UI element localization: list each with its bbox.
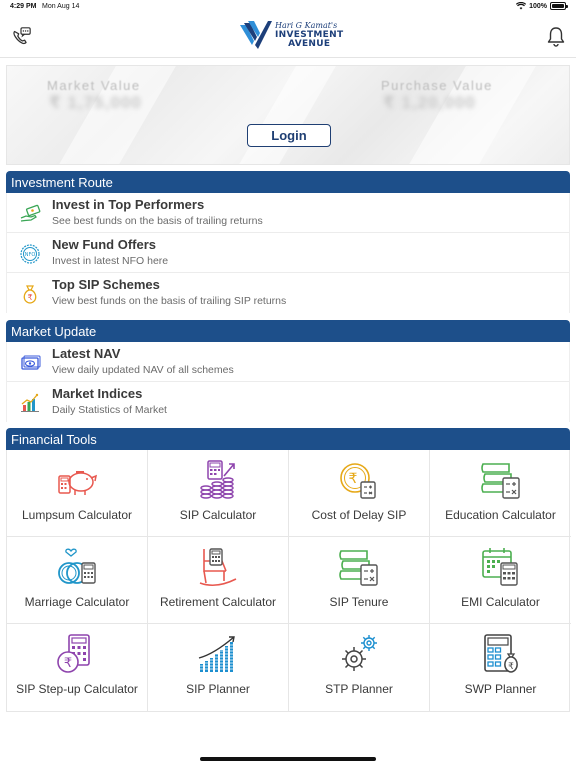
- svg-text:₹: ₹: [27, 293, 33, 302]
- list-item-subtitle: View best funds on the basis of trailing SIP returns: [52, 295, 287, 307]
- logo-mark-icon: [238, 19, 272, 51]
- investment-route-header: Investment Route: [6, 171, 570, 193]
- status-bar: [0, 0, 576, 14]
- logo-tagline: Hari G Kamat's: [275, 20, 338, 30]
- tool-label: EMI Calculator: [461, 595, 540, 609]
- purchase-value-label: Purchase Value: [381, 78, 493, 93]
- purchase-value-amount: ₹ 1,20,000: [383, 93, 476, 112]
- market-value-amount: ₹ 1,75,000: [49, 93, 142, 112]
- books-calculator-icon: [479, 458, 523, 502]
- growth-chart-icon: [196, 632, 240, 676]
- svg-text:NFO: NFO: [24, 252, 36, 258]
- tool-cost-of-delay-sip[interactable]: [289, 450, 430, 537]
- tool-retirement-calculator[interactable]: [148, 537, 289, 624]
- logo-line-avenue: AVENUE: [288, 38, 331, 49]
- list-item-title: Market Indices: [52, 386, 143, 401]
- tool-label: SIP Tenure: [329, 595, 389, 609]
- list-item-latest-nav[interactable]: [7, 342, 569, 382]
- tool-sip-tenure[interactable]: [289, 537, 430, 624]
- list-item-new-fund-offers[interactable]: [7, 233, 569, 273]
- nfo-badge-icon: [19, 243, 41, 265]
- list-item-top-performers[interactable]: [7, 193, 569, 233]
- tool-education-calculator[interactable]: [430, 450, 571, 537]
- portfolio-banner: [6, 65, 570, 165]
- calculator-moneybag-icon: [479, 632, 523, 676]
- tool-stp-planner[interactable]: [289, 624, 430, 711]
- rupee-bag-icon: [19, 283, 41, 305]
- rupee-calculator-icon: [55, 632, 99, 676]
- money-eye-icon: [19, 352, 41, 374]
- wifi-icon: [516, 2, 526, 10]
- app-logo: [238, 19, 343, 51]
- tool-sip-planner[interactable]: [148, 624, 289, 711]
- gears-icon: [337, 632, 381, 676]
- tool-swp-planner[interactable]: [430, 624, 571, 711]
- status-date: Mon Aug 14: [42, 3, 80, 10]
- bell-icon[interactable]: [546, 26, 566, 48]
- calculator-coins-icon: [196, 458, 240, 502]
- tool-label: Lumpsum Calculator: [21, 508, 133, 522]
- status-time: 4:29 PM: [10, 3, 37, 10]
- rocking-chair-calculator-icon: [196, 545, 240, 589]
- home-indicator[interactable]: [200, 757, 376, 761]
- rings-calculator-icon: [55, 545, 99, 589]
- tool-marriage-calculator[interactable]: [7, 537, 148, 624]
- status-right: [516, 2, 566, 10]
- tool-label: Retirement Calculator: [159, 595, 277, 609]
- tool-label: SIP Calculator: [179, 508, 257, 522]
- tool-label: SWP Planner: [464, 682, 537, 696]
- list-item-subtitle: See best funds on the basis of trailing returns: [52, 215, 263, 227]
- app-header: [0, 14, 576, 58]
- market-update-header: Market Update: [6, 320, 570, 342]
- list-item-title: Top SIP Schemes: [52, 277, 160, 292]
- battery-icon: [550, 2, 566, 10]
- phone-chat-icon[interactable]: [10, 26, 32, 48]
- tool-label: SIP Step-up Calculator: [16, 682, 138, 696]
- list-item-market-indices[interactable]: [7, 382, 569, 422]
- list-item-title: Latest NAV: [52, 346, 121, 361]
- list-item-title: Invest in Top Performers: [52, 197, 205, 212]
- svg-text:₹: ₹: [63, 656, 73, 671]
- tool-emi-calculator[interactable]: [430, 537, 571, 624]
- list-item-subtitle: View daily updated NAV of all schemes: [52, 364, 234, 376]
- svg-text:₹: ₹: [507, 662, 514, 672]
- financial-tools-grid: [6, 450, 570, 712]
- svg-text:₹: ₹: [348, 471, 358, 487]
- market-value-label: Market Value: [47, 78, 141, 93]
- market-update-list: [6, 342, 570, 422]
- list-item-subtitle: Daily Statistics of Market: [52, 404, 167, 416]
- rupee-coin-calculator-icon: [337, 458, 381, 502]
- money-hand-icon: [19, 203, 41, 225]
- books-calculator-icon: [337, 545, 381, 589]
- logo-line-investment: INVESTMENT: [275, 29, 344, 40]
- piggy-bank-calculator-icon: [55, 458, 99, 502]
- list-item-subtitle: Invest in latest NFO here: [52, 255, 169, 267]
- tool-sip-calculator[interactable]: [148, 450, 289, 537]
- battery-percent: 100%: [529, 2, 547, 10]
- financial-tools-header: Financial Tools: [6, 428, 570, 450]
- login-button[interactable]: Login: [247, 124, 331, 147]
- tool-label: Marriage Calculator: [24, 595, 130, 609]
- tool-lumpsum-calculator[interactable]: [7, 450, 148, 537]
- tool-label: Education Calculator: [445, 508, 556, 522]
- tool-label: Cost of Delay SIP: [311, 508, 407, 522]
- list-item-top-sip-schemes[interactable]: [7, 273, 569, 313]
- tool-label: SIP Planner: [186, 682, 250, 696]
- bar-chart-icon: [19, 392, 41, 414]
- investment-route-list: [6, 193, 570, 313]
- tool-sip-step-up-calculator[interactable]: [7, 624, 148, 711]
- tool-label: STP Planner: [325, 682, 393, 696]
- list-item-title: New Fund Offers: [52, 237, 157, 252]
- calendar-calculator-icon: [479, 545, 523, 589]
